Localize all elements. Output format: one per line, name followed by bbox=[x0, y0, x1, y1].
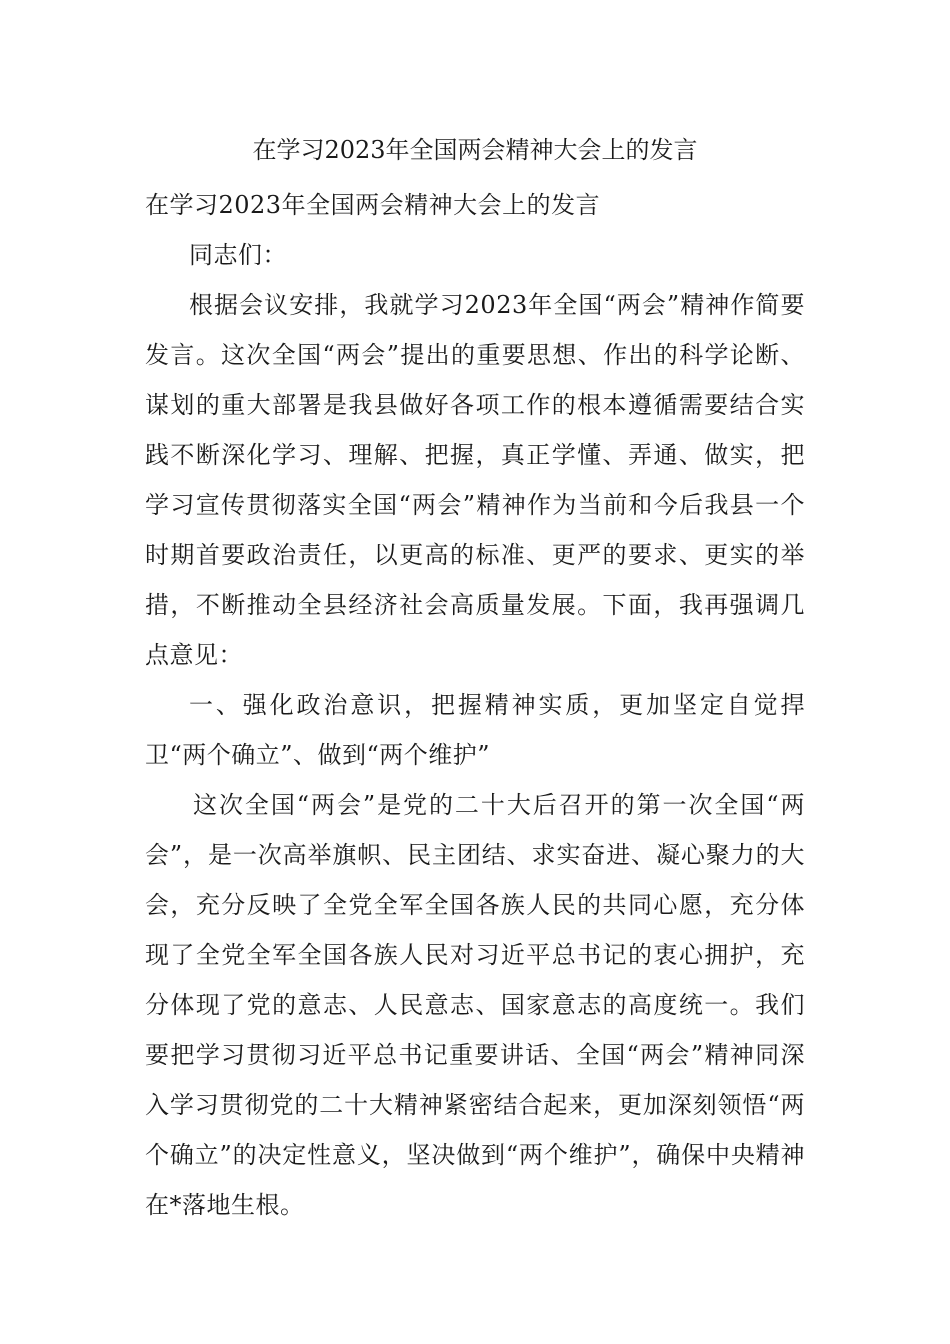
section-heading-1: 一、强化政治意识，把握精神实质，更加坚定自觉捍卫“两个确立”、做到“两个维护” bbox=[145, 691, 805, 769]
salutation: 同志们： bbox=[189, 241, 287, 269]
paragraph-section-1: 这次全国“两会”是党的二十大后召开的第一次全国“两会”，是一次高举旗帜、民主团结、求实奋进、凝心聚力的大会，充分反映了全党全军全国各族人民的共同心愿，充分体现了全党全军全国各族人民对习近平总书记的衷心拥护，充分体现了党的意志、人民意志、国家意志的高度统一。我们要把学习贯彻习近平总书记重要讲话、全国“两会”精神同深入学习贯彻党的二十大精神紧密结合起来，更加深刻领悟“两个确立”的决定性意义，坚决做到“两个维护”，确保中央精神在*落地生根。 bbox=[145, 791, 805, 1219]
subtitle-line: 在学习2023年全国两会精神大会上的发言 bbox=[145, 191, 601, 219]
page-title: 在学习2023年全国两会精神大会上的发言 bbox=[252, 136, 698, 164]
document-body bbox=[145, 180, 805, 1230]
paragraph-intro: 根据会议安排，我就学习2023年全国“两会”精神作简要发言。这次全国“两会”提出的重要思想、作出的科学论断、谋划的重大部署是我县做好各项工作的根本遵循需要结合实践不断深化学习、理解、把握，真正学懂、弄通、做实，把学习宣传贯彻落实全国“两会”精神作为当前和今后我县一个时期首要政治责任，以更高的标准、更严的要求、更实的举措，不断推动全县经济社会高质量发展。下面，我再强调几点意见： bbox=[145, 291, 805, 669]
